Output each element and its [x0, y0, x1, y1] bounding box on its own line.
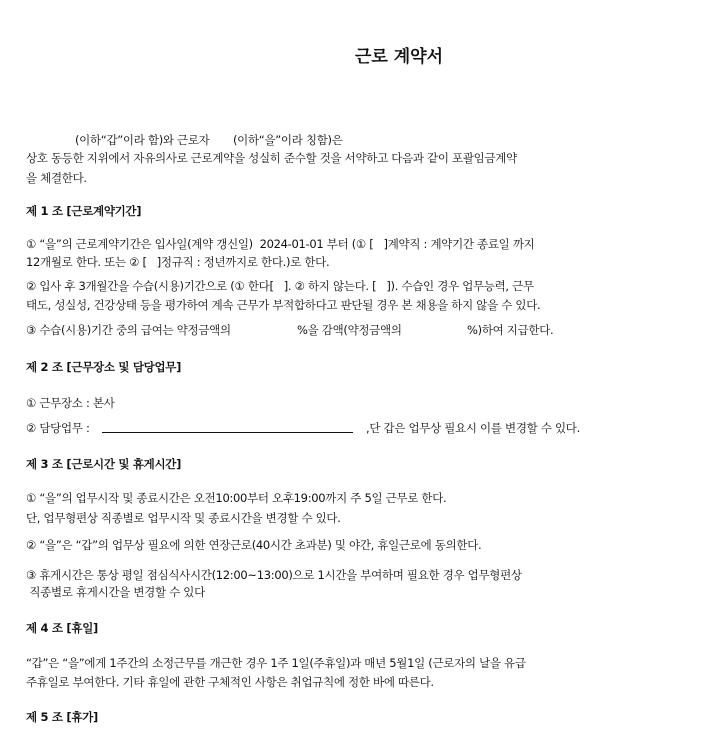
- article-1-clause: 태도, 성실성, 건강상태 등을 평가하여 계속 근무가 부적합하다고 판단될 경우 본 채용을 하지 않을 수 있다.: [26, 298, 541, 312]
- article-1-clause: %)하여 지급한다.: [467, 323, 554, 337]
- article-4-clause: 주휴일로 부여한다. 기타 휴일에 관한 구체적인 사항은 취업규칙에 정한 바에 따른다.: [26, 675, 434, 689]
- article-1-clause: %을 감액(약정금액의: [297, 323, 402, 337]
- article-1-clause: ② 입사 후 3개월간을 수습(시용)기간으로 (① 한다[ ]. ② 하지 않는다. [ ]). 수습인 경우 업무능력, 근무: [26, 279, 534, 293]
- intro-line: 을 체결한다.: [26, 171, 87, 185]
- article-1-clause: ③ 수습(시용)기간 중의 급여는 약정금액의: [26, 323, 231, 337]
- article-2-clause: ① 근무장소 : 본사: [26, 396, 115, 410]
- article-5-heading: 제 5 조 [휴가]: [26, 710, 98, 724]
- article-1-clause: ① “을”의 근로계약기간은 입사일(계약 갱신일) 2024-01-01 부터 (① [ ]계약직 : 계약기간 종료일 까지: [26, 237, 535, 251]
- article-3-clause: ③ 휴게시간은 통상 평일 점심식사시간(12:00~13:00)으로 1시간을 부여하며 필요한 경우 업무형편상: [26, 568, 522, 582]
- article-3-heading: 제 3 조 [근로시간 및 휴게시간]: [26, 457, 182, 471]
- article-3-clause: ① “을”의 업무시작 및 종료시간은 오전10:00부터 오후19:00까지 주 5일 근무로 한다.: [26, 491, 447, 505]
- article-2-clause: ② 담당업무 :: [26, 421, 90, 435]
- article-1-clause: 12개월로 한다. 또는 ② [ ]정규직 : 정년까지로 한다.)로 한다.: [26, 255, 330, 269]
- article-2-clause: ,단 갑은 업무상 필요시 이를 변경할 수 있다.: [366, 421, 580, 435]
- article-3-clause: 단, 업무형편상 직종별로 업무시작 및 종료시간을 변경할 수 있다.: [26, 511, 341, 525]
- article-3-clause: ② “을”은 “갑”의 업무상 필요에 의한 연장근로(40시간 초과분) 및 야간, 휴일근로에 동의한다.: [26, 538, 482, 552]
- intro-employer: (이하“갑”이라 함)와 근로자: [75, 133, 210, 147]
- article-3-clause: 직종별로 휴게시간을 변경할 수 있다: [26, 585, 205, 599]
- duty-blank-line: [102, 432, 353, 433]
- article-1-heading: 제 1 조 [근로계약기간]: [26, 204, 142, 218]
- article-2-heading: 제 2 조 [근무장소 및 담당업무]: [26, 360, 182, 374]
- document-title: 근로 계약서: [354, 47, 444, 67]
- article-4-heading: 제 4 조 [휴일]: [26, 621, 98, 635]
- intro-line: 상호 동등한 지위에서 자유의사로 근로계약을 성실히 준수할 것을 서약하고 다음과 같이 포괄임금계약: [26, 151, 517, 165]
- intro-employee: (이하“을”이라 칭함)은: [233, 133, 343, 147]
- article-4-clause: “갑”은 “을”에게 1주간의 소정근무를 개근한 경우 1주 1일(주휴일)과 매년 5월1일 (근로자의 날을 유급: [26, 656, 526, 670]
